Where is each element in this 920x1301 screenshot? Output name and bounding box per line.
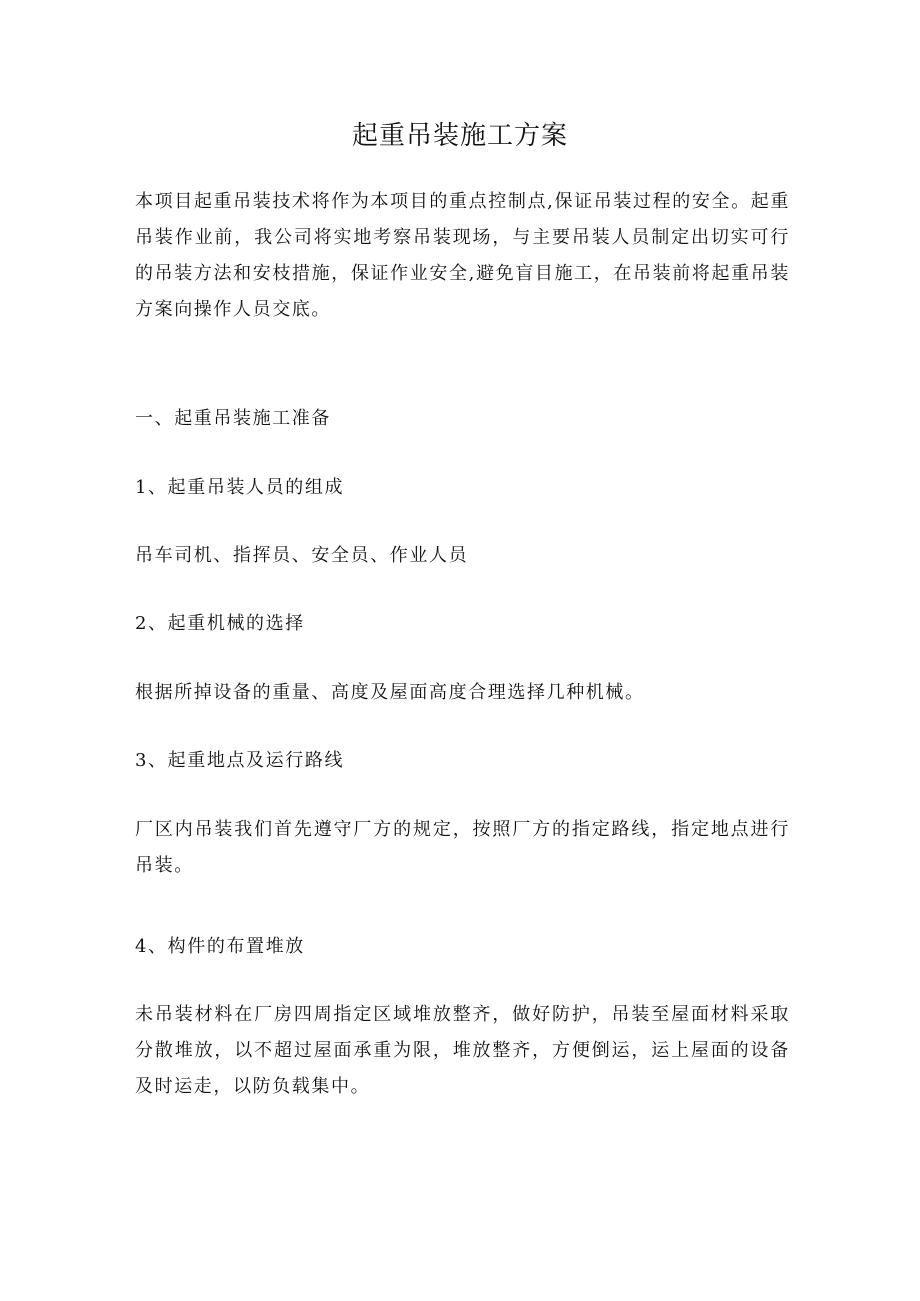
section-heading: 一、起重吊装施工准备 <box>135 408 331 429</box>
item-text-3: 厂区内吊装我们首先遵守厂方的规定，按照厂方的指定路线，指定地点进行吊装。 <box>135 819 790 876</box>
intro-paragraph: 本项目起重吊装技术将作为本项目的重点控制点,保证吊装过程的安全。起重吊装作业前，我公司将实地考察吊装现场，与主要吊装人员制定出切实可行的吊装方法和安枝措施，保证作业安全,避免盲目施工，在吊装前将起重吊装方案向操作人员交底。 <box>135 191 790 320</box>
item-heading-3: 3、起重地点及运行路线 <box>135 750 345 771</box>
item-text-1: 吊车司机、指挥员、安全员、作业人员 <box>135 545 469 566</box>
item-heading-4: 4、构件的布置堆放 <box>135 936 305 957</box>
item-heading-1: 1、起重吊装人员的组成 <box>135 477 345 498</box>
item-text-2: 根据所掉设备的重量、高度及屋面高度合理选择几种机械。 <box>135 682 645 703</box>
item-text-4: 未吊装材料在厂房四周指定区域堆放整齐，做好防护，吊装至屋面材料采取分散堆放，以不超过屋面承重为限，堆放整齐，方便倒运，运上屋面的设备及时运走，以防负载集中。 <box>135 1004 790 1097</box>
page-title: 起重吊装施工方案 <box>351 121 568 151</box>
item-heading-2: 2、起重机械的选择 <box>135 613 305 634</box>
